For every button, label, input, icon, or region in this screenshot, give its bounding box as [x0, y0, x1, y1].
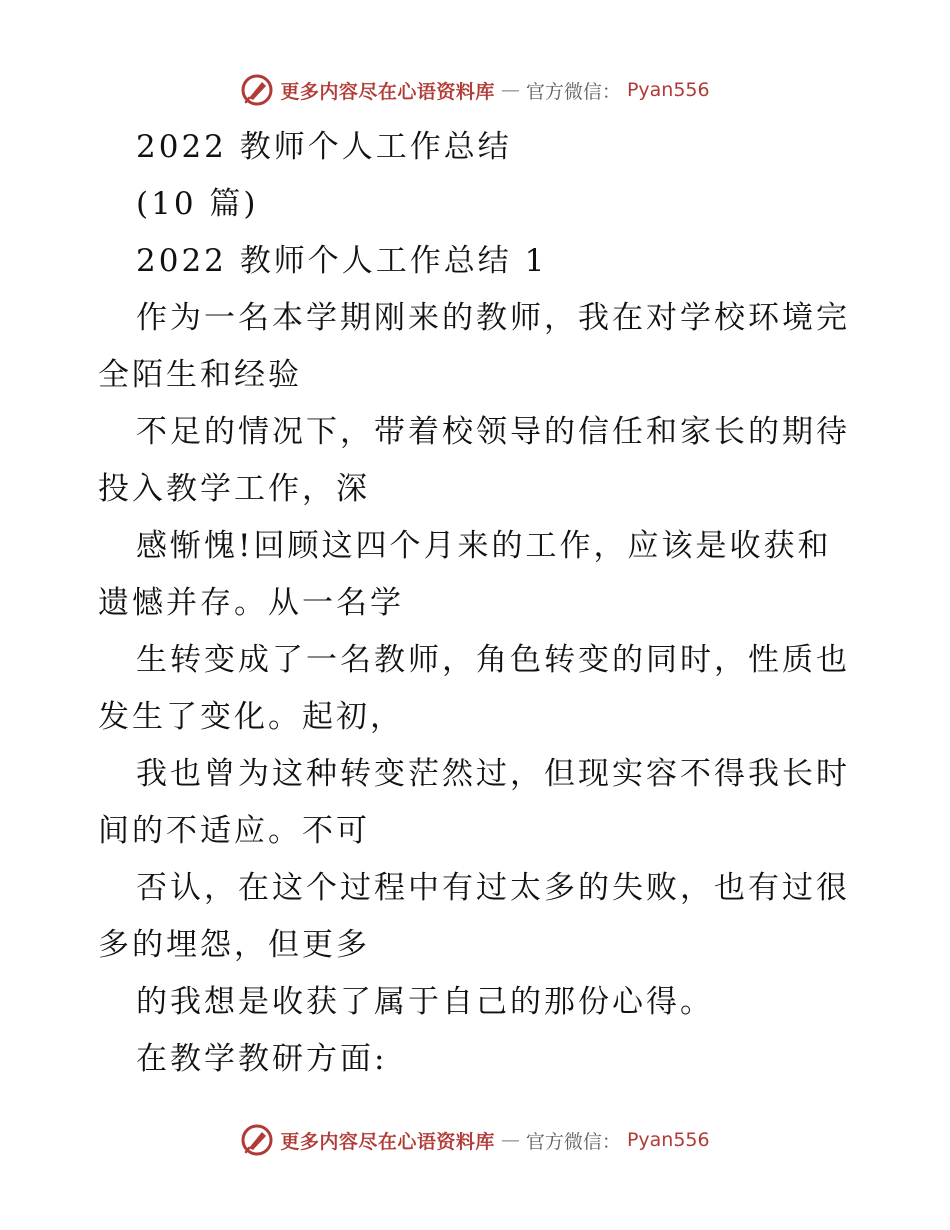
paragraph-line: 发生了变化。起初，: [98, 699, 404, 735]
paragraph-line: 全陌生和经验: [98, 357, 302, 393]
red-quill-logo-icon: [240, 1123, 274, 1157]
watermark-wechat-account: Pyan556: [626, 1129, 710, 1151]
document-title-line: 2022 教师个人工作总结: [136, 129, 512, 165]
header-watermark: [0, 68, 950, 112]
section-heading: 2022 教师个人工作总结 1: [136, 243, 548, 279]
paragraph-line: 不足的情况下，带着校领导的信任和家长的期待: [136, 414, 850, 450]
watermark-wechat-label: 官方微信：: [525, 1130, 621, 1153]
paragraph-line: 间的不适应。不可: [98, 813, 370, 849]
watermark-separator: —: [500, 79, 520, 101]
document-body: [98, 119, 858, 1088]
paragraph-line: 作为一名本学期刚来的教师，我在对学校环境完: [136, 300, 850, 336]
paragraph-line: 生转变成了一名教师，角色转变的同时，性质也: [136, 642, 850, 678]
watermark-slogan: 更多内容尽在心语资料库: [280, 80, 495, 103]
watermark-slogan: 更多内容尽在心语资料库: [280, 1130, 495, 1153]
footer-watermark: [0, 1118, 950, 1162]
paragraph-line: 感惭愧!回顾这四个月来的工作，应该是收获和: [136, 528, 832, 564]
paragraph-line: 在教学教研方面:: [136, 1041, 388, 1077]
document-title-line: (10 篇): [136, 186, 259, 222]
watermark-wechat-label: 官方微信：: [525, 80, 621, 103]
paragraph-line: 我也曾为这种转变茫然过，但现实容不得我长时: [136, 756, 850, 792]
paragraph-line: 遗憾并存。从一名学: [98, 585, 404, 621]
red-quill-logo-icon: [240, 73, 274, 107]
watermark-wechat-account: Pyan556: [626, 79, 710, 101]
paragraph-line: 投入教学工作，深: [98, 471, 370, 507]
watermark-separator: —: [500, 1129, 520, 1151]
paragraph-line: 的我想是收获了属于自己的那份心得。: [136, 984, 714, 1020]
paragraph-line: 多的埋怨，但更多: [98, 927, 370, 963]
paragraph-line: 否认，在这个过程中有过太多的失败，也有过很: [136, 870, 850, 906]
